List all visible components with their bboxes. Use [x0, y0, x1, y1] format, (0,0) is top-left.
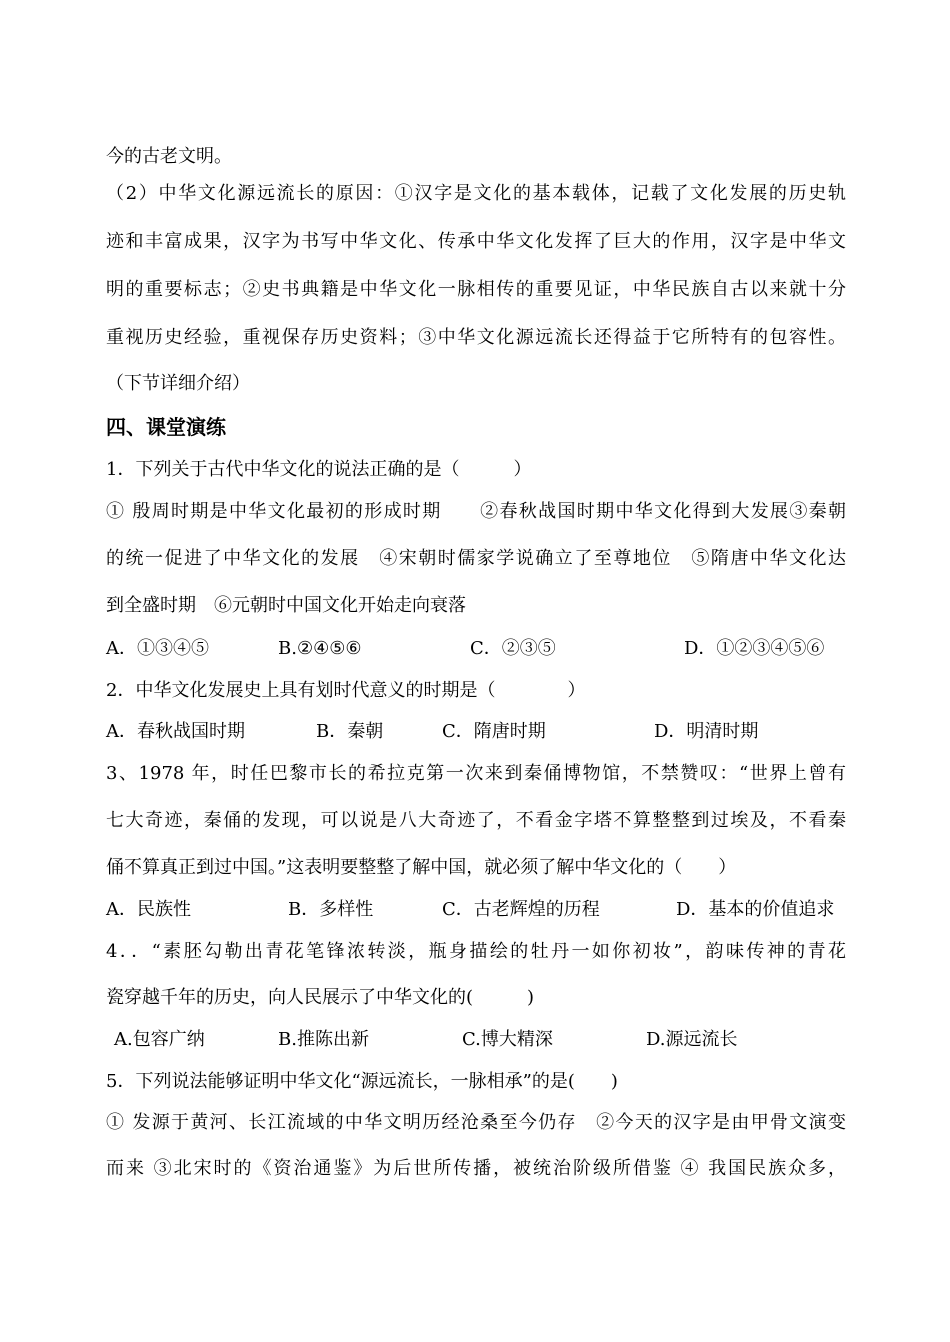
q3-option-a: A．民族性 — [106, 899, 191, 920]
q4-line: 瓷穿越千年的历史，向人民展示了中华文化的( ) — [106, 987, 535, 1008]
reason-line: 重视历史经验，重视保存历史资料；③中华文化源远流长还得益于它所特有的包容性。 — [106, 327, 846, 348]
q1-line: ① 殷周时期是中华文化最初的形成时期 ②春秋战国时期中华文化得到大发展③秦朝 — [106, 501, 846, 522]
q2-stem: 2．中华文化发展史上具有划时代意义的时期是（ ） — [106, 680, 586, 701]
q3-line: 俑不算真正到过中国。”这表明要整整了解中国，就必须了解中华文化的（ ） — [106, 857, 737, 878]
q3-option-b: B．多样性 — [288, 899, 374, 920]
q3-option-c: C．古老辉煌的历程 — [442, 899, 600, 920]
q1-option-b: B.②④⑤⑥ — [278, 638, 362, 659]
q4-option-a: A.包容广纳 — [114, 1029, 205, 1050]
reason-line: （2）中华文化源远流长的原因：①汉字是文化的基本载体，记载了文化发展的历史轨 — [106, 183, 846, 204]
reason-line: 明的重要标志；②史书典籍是中华文化一脉相传的重要见证，中华民族自古以来就十分 — [106, 279, 846, 300]
q2-option-b: B．秦朝 — [316, 721, 384, 742]
q5-stem: 5．下列说法能够证明中华文化“源远流长，一脉相承”的是( ) — [106, 1071, 618, 1092]
q3-options — [106, 898, 846, 922]
section-heading: 四、课堂演练 — [106, 415, 226, 439]
note-text: （下节详细介绍） — [106, 373, 250, 394]
q2-option-a: A．春秋战国时期 — [106, 721, 245, 742]
q2-options — [106, 720, 846, 744]
reason-line: 迹和丰富成果，汉字为书写中华文化、传承中华文化发挥了巨大的作用，汉字是中华文 — [106, 231, 846, 252]
q4-options — [106, 1028, 846, 1052]
q1-options — [106, 637, 846, 661]
paragraph-end: 今的古老文明。 — [106, 146, 232, 167]
q5-line: 而来 ③北宋时的《资治通鉴》为后世所传播，被统治阶级所借鉴 ④ 我国民族众多， — [106, 1158, 846, 1179]
q4-option-d: D.源远流长 — [646, 1029, 738, 1050]
q4-option-c: C.博大精深 — [462, 1029, 553, 1050]
q1-line: 到全盛时期 ⑥元朝时中国文化开始走向衰落 — [106, 595, 466, 616]
q4-option-b: B.推陈出新 — [278, 1029, 369, 1050]
q3-line: 七大奇迹，秦俑的发现，可以说是八大奇迹了，不看金字塔不算整整到过埃及，不看秦 — [106, 810, 846, 831]
q3-line: 3、1978 年，时任巴黎市长的希拉克第一次来到秦俑博物馆，不禁赞叹：“世界上曾有 — [106, 763, 846, 784]
q2-option-c: C．隋唐时期 — [442, 721, 546, 742]
q1-line: 的统一促进了中华文化的发展 ④宋朝时儒家学说确立了至尊地位 ⑤隋唐中华文化达 — [106, 548, 846, 569]
q1-option-a: A．①③④⑤ — [106, 638, 209, 659]
q4-line: 4．．“素胚勾勒出青花笔锋浓转淡，瓶身描绘的牡丹一如你初妆”，韵味传神的青花 — [106, 941, 846, 962]
q3-option-d: D．基本的价值追求 — [676, 899, 835, 920]
q2-option-d: D．明清时期 — [654, 721, 759, 742]
q1-stem: 1．下列关于古代中华文化的说法正确的是（ ） — [106, 459, 532, 480]
q5-line: ① 发源于黄河、长江流域的中华文明历经沧桑至今仍存 ②今天的汉字是由甲骨文演变 — [106, 1112, 846, 1133]
q1-option-d: D．①②③④⑤⑥ — [684, 638, 825, 659]
q1-option-c: C．②③⑤ — [470, 638, 556, 659]
